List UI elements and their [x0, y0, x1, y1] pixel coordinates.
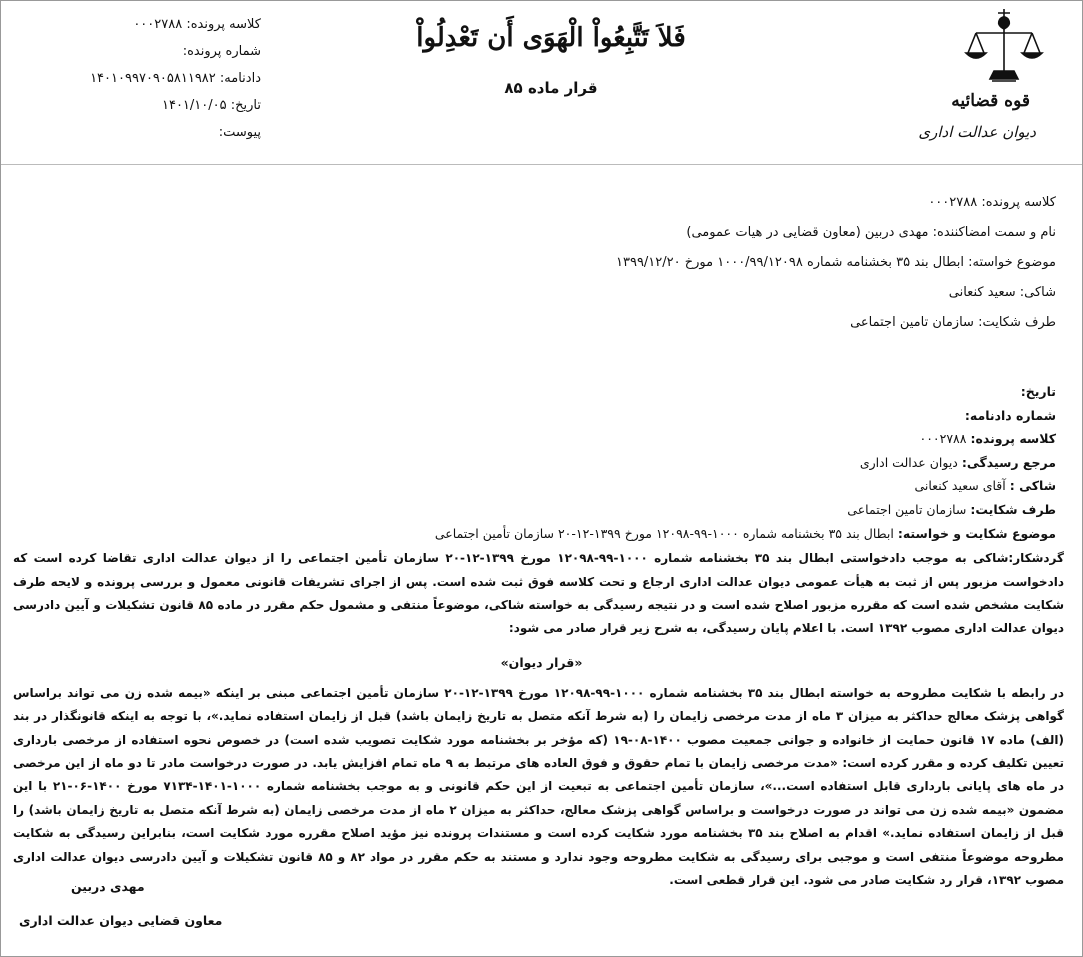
meta-case-class: کلاسه پرونده: ۰۰۰۲۷۸۸ — [919, 431, 1056, 447]
signer-name: مهدی دربین — [71, 879, 145, 894]
meta-defendant: طرف شکایت: سازمان تامین اجتماعی — [847, 501, 1056, 517]
decision-paragraph: در رابطه با شکایت مطروحه به خواسته ابطال بند ۳۵ بخشنامه شماره ۱۰۰۰-۹۹-۱۲۰۹۸ مورخ ۱۳۹۹-۱۲-۲۰ سازمان تأمین اجتماعی مبنی بر اینکه «بیمه شده زن می تواند براساس گواهی پزشک معالج حداکثر به میزان ۳ ماه از مدت مرخصی زایمان را (به شرط آنکه متصل به تاریخ زایمان باشد) قبل از زایمان استفاده نماید.»، با توجه به اینکه قانونگذار در بند (الف) ماده ۱۷ قانون حمایت از خانواده و جوانی جمعیت مصوب ۱۴۰۰-۰۸-۱۹ (که مؤخر بر بخشنامه مورد شکایت تصویب شده است) در خصوص نحوه استفاده از مرخصی بارداری تعیین تکلیف کرده و مقرر کرده است: «مدت مرخصی زایمان با تمام حقوق و فوق العاده های مرتبط به ۹ ماه تمام افزایش یابد. در صورت درخواست مادر تا دو ماه از این مرخصی در ماه های پایانی بارداری قابل استفاده است...»، سازمان تأمین اجتماعی به تبعیت از این حکم قانونی و به موجب بخشنامه شماره ۱۰۰۰-۱۴۰۱-۷۱۳۴ مورخ ۱۴۰۰-۰۶-۲۱ با این مضمون «بیمه شده زن می تواند در صورت درخواست و براساس گواهی پزشک معالج، حداکثر به میزان ۲ ماه از مدت مرخصی زایمان (به شرط آنکه متصل به تاریخ زایمان باشد) را قبل از زایمان استفاده نماید.» اقدام به اصلاح بند ۳۵ بخشنامه مورد شکایت کرده است و مستندات پرونده نیز مؤید اصلاح مقرره مورد شکایت است، بنابراین رسیدگی به شکایت مطروحه موضوعاً منتفی است و موجبی برای رسیدگی به شکایت مطروحه وجود ندارد و مستند به حکم مقرر در مواد ۸۲ و ۸۵ قانون تشکیلات و آیین دادرسی دیوان عدالت اداری مصوب ۱۳۹۲، قرار رد شکایت صادر می شود. این قرار قطعی است. — [13, 685, 1065, 888]
summary-signer: نام و سمت امضاکننده: مهدی دربین (معاون قضایی در هیات عمومی) — [686, 225, 1056, 240]
case-number-row: شماره پرونده: — [182, 44, 261, 59]
document-body — [13, 164, 1070, 892]
date-row: تاریخ: ۱۴۰۱/۱۰/۰۵ — [161, 98, 261, 113]
procedure-paragraph: گردشکار:شاکی به موجب دادخواستی ابطال بند ۳۵ بخشنامه شماره ۱۰۰۰-۹۹-۱۲۰۹۸ مورخ ۱۳۹۹-۱۲-۲۰ سازمان تأمین اجتماعی را از دیوان عدالت اداری تقاضا کرده است که دادخواست مزبور پس از ثبت به هیأت عمومی دیوان عدالت اداری ارجاع و تحت کلاسه فوق ثبت شده است. پس از اجرای تشریفات قانونی معمول و بررسی پرونده و لایحه طرف شکایت مشخص شده است که مقرره مزبور اصلاح شده است و در نتیجه رسیدگی به خواسته شاکی، موضوعاً منتفی و مشمول حکم مقرر در ماده ۸۵ قانون تشکیلات و آیین دادرسی دیوان عدالت اداری مصوب ۱۳۹۲ است. با اعلام پایان رسیدگی، به شرح زیر قرار صادر می شود: — [13, 551, 1064, 636]
case-class-row: کلاسه پرونده: ۰۰۰۲۷۸۸ — [133, 17, 261, 32]
verdict-number-row: دادنامه: ۱۴۰۱۰۹۹۷۰۹۰۵۸۱۱۹۸۲ — [90, 71, 261, 86]
summary-plaintiff: شاکی: سعید کنعانی — [948, 285, 1056, 300]
decision-heading: «قرار دیوان» — [500, 654, 583, 670]
summary-subject: موضوع خواسته: ابطال بند ۳۵ بخشنامه شماره ۱۰۰۰/۹۹/۱۲۰۹۸ مورخ ۱۳۹۹/۱۲/۲۰ — [616, 255, 1056, 270]
meta-authority: مرجع رسیدگی: دیوان عدالت اداری — [859, 454, 1056, 470]
decision-title: قرار ماده ۸۵ — [504, 79, 598, 97]
case-number-block — [31, 11, 261, 146]
meta-subject: موضوع شکایت و خواسته: ابطال بند ۳۵ بخشنامه شماره ۱۰۰۰-۹۹-۱۲۰۹۸ مورخ ۱۳۹۹-۱۲-۲۰ سازمان تأمین اجتماعی — [434, 525, 1056, 541]
logo-court-text: دیوان عدالت اداری — [918, 123, 1036, 141]
attachment-row: پیوست: — [218, 125, 261, 140]
verdict-metadata — [13, 380, 1070, 545]
logo-judiciary-text: قوه قضائیه — [951, 91, 1030, 111]
meta-verdict-number: شماره دادنامه: — [964, 407, 1056, 423]
summary-defendant: طرف شکایت: سازمان تامین اجتماعی — [850, 315, 1056, 330]
meta-plaintiff: شاکی : آقای سعید کنعانی — [914, 478, 1056, 494]
header-title-block — [361, 23, 741, 97]
meta-date: تاریخ: — [1020, 384, 1056, 399]
scales-emblem-icon — [962, 5, 1046, 87]
letterhead — [1, 1, 1082, 165]
case-summary — [13, 164, 1070, 338]
judiciary-logo — [910, 5, 1060, 155]
quran-verse: فَلاَ تَتَّبِعُواْ الْهَوَى أَن تَعْدِلُواْ — [416, 23, 686, 53]
signer-title: معاون قضایی دیوان عدالت اداری — [19, 913, 223, 928]
summary-case-class: کلاسه پرونده: ۰۰۰۲۷۸۸ — [928, 195, 1056, 210]
